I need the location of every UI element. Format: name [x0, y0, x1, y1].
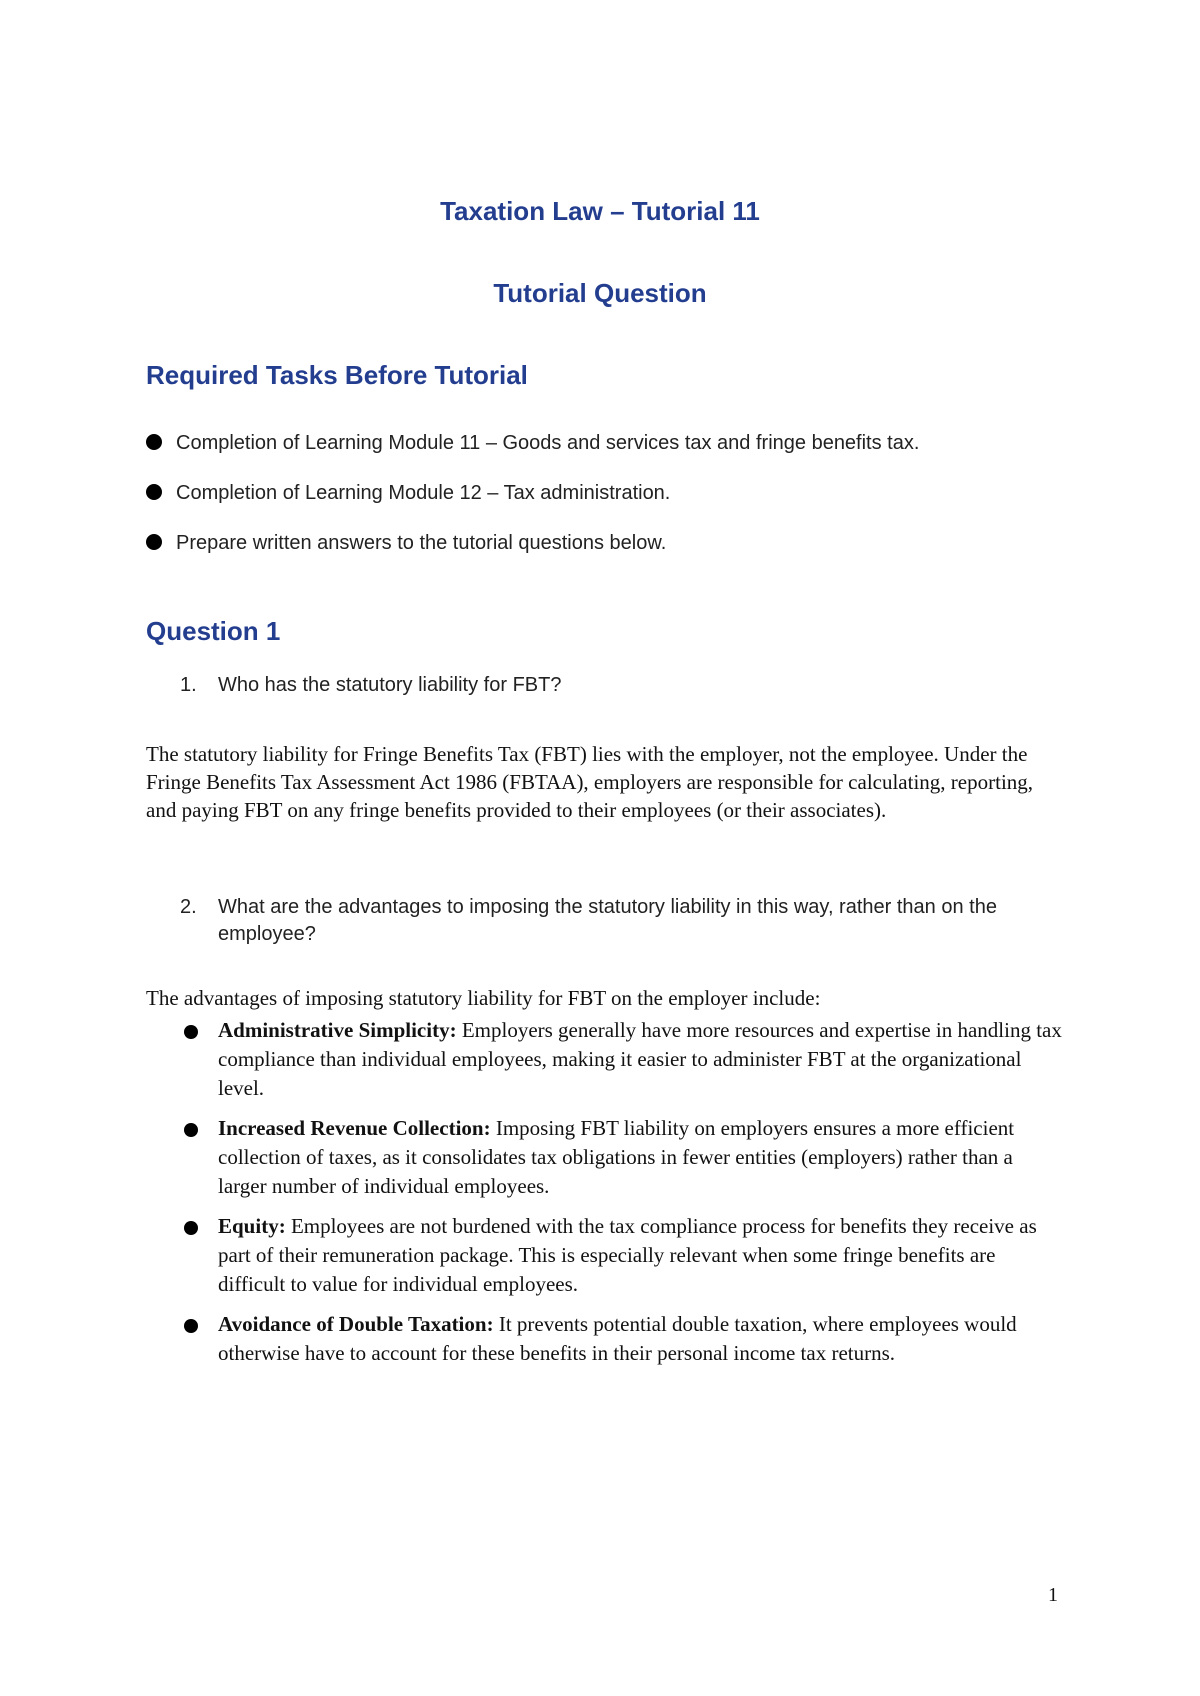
- task-text: Completion of Learning Module 11 – Goods and services tax and fringe benefits tax.: [176, 432, 920, 454]
- question-text: Who has the statutory liability for FBT?: [218, 674, 562, 696]
- task-text: Completion of Learning Module 12 – Tax administration.: [176, 482, 671, 504]
- advantage-label: Equity:: [218, 1214, 286, 1238]
- task-item: [146, 432, 919, 455]
- advantage-text: Employees are not burdened with the tax compliance process for benefits they receive as part of their remuneration package. This is especially relevant when some fringe benefits are difficult to value for individual employees.: [218, 1214, 1037, 1296]
- bullet-icon: [184, 1319, 198, 1333]
- page-number: 1: [1048, 1584, 1058, 1606]
- bullet-icon: [184, 1025, 198, 1039]
- advantage-item: [184, 1114, 1064, 1201]
- question-item: [180, 894, 1060, 948]
- advantage-text: It prevents potential double taxation, where employees would otherwise have to account for these benefits in their personal income tax returns.: [218, 1312, 1017, 1365]
- question-number: 2.: [180, 896, 197, 918]
- bullet-icon: [184, 1123, 198, 1137]
- document-title: Taxation Law – Tutorial 11: [440, 196, 760, 226]
- bullet-icon: [146, 484, 162, 500]
- answer-paragraph: The statutory liability for Fringe Benefits Tax (FBT) lies with the employer, not the employee. Under the Fringe Benefits Tax Assessment Act 1986 (FBTAA), employers are responsible for calculating, reporting, and paying FBT on any fringe benefits provided to their employees (or their associates).: [146, 742, 1034, 822]
- advantage-label: Avoidance of Double Taxation:: [218, 1312, 494, 1336]
- bullet-icon: [146, 534, 162, 550]
- advantage-item: [184, 1212, 1064, 1299]
- document-subtitle: Tutorial Question: [493, 278, 707, 308]
- question-heading: Question 1: [146, 616, 281, 646]
- question-number: 1.: [180, 674, 197, 696]
- bullet-icon: [184, 1221, 198, 1235]
- advantage-label: Increased Revenue Collection:: [218, 1116, 491, 1140]
- advantage-item: [184, 1310, 1064, 1368]
- answer-intro: The advantages of imposing statutory liability for FBT on the employer include:: [146, 986, 821, 1010]
- task-item: [146, 532, 666, 555]
- question-item: [180, 672, 1060, 699]
- advantage-item: [184, 1016, 1064, 1103]
- question-text: What are the advantages to imposing the statutory liability in this way, rather than on the employee?: [218, 896, 997, 945]
- advantage-text: Imposing FBT liability on employers ensures a more efficient collection of taxes, as it consolidates tax obligations in fewer entities (employers) rather than a larger number of individual employees.: [218, 1116, 1015, 1198]
- required-tasks-heading: Required Tasks Before Tutorial: [146, 360, 528, 390]
- task-item: [146, 482, 670, 505]
- bullet-icon: [146, 434, 162, 450]
- advantage-text: Employers generally have more resources and expertise in handling tax compliance than individual employees, making it easier to administer FBT at the organizational level.: [218, 1018, 1062, 1100]
- task-text: Prepare written answers to the tutorial questions below.: [176, 532, 667, 554]
- advantage-label: Administrative Simplicity:: [218, 1018, 457, 1042]
